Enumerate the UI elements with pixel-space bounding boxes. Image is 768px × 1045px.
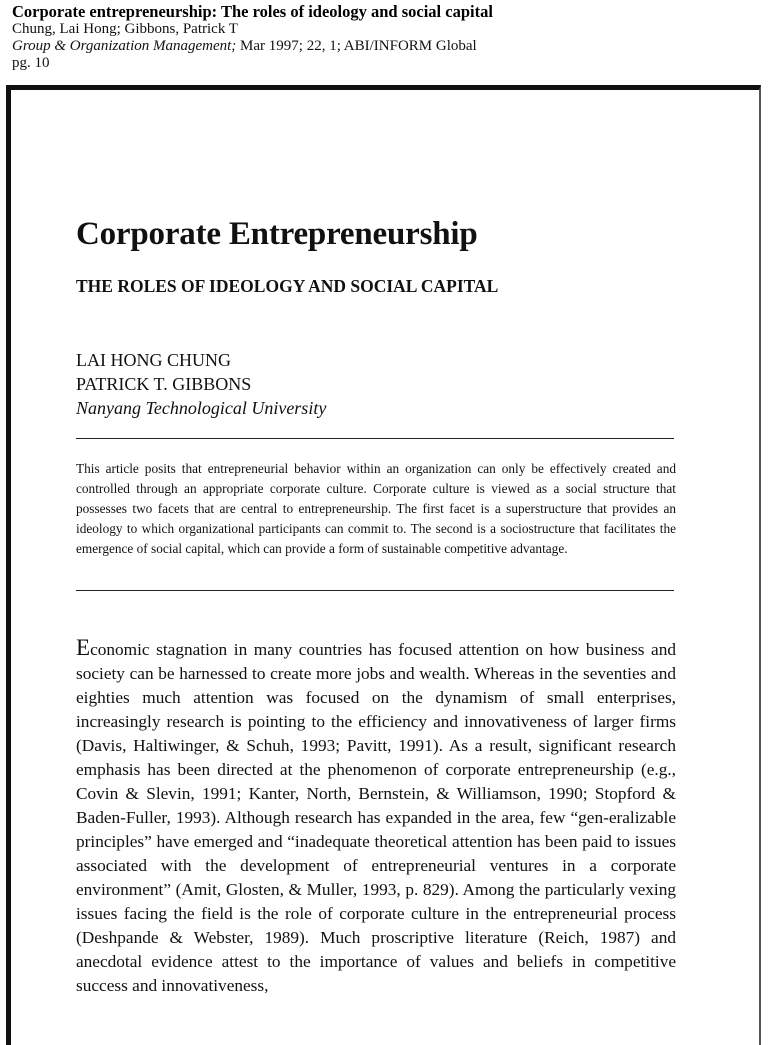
author-name: LAI HONG CHUNG (76, 350, 231, 370)
author-block (76, 348, 326, 420)
body-paragraph (76, 636, 676, 998)
abstract: This article posits that entrepreneurial behavior within an organization can only be effectively created and controlled through an appropriate corporate culture. Corporate culture is viewed as a social structure that possesses two facets that are central to entrepreneurship. The first facet is a superstructure that provides an ideology to which organizational participants can commit to. The second is a sociostructure that facilitates the emergence of social capital, which can provide a form of sustainable competitive advantage. (76, 461, 676, 556)
divider-bottom (76, 590, 674, 591)
scanned-page (6, 85, 761, 1045)
body-paragraph-text: conomic stagnation in many countries has focused attention on how business and society can be harnessed to create more jobs and wealth. Whereas in the seventies and eighties much attention was focused on the dynamism of small enterprises, increasingly research is pointing to the efficiency and innovativeness of larger firms (Davis, Haltiwinger, & Schuh, 1993; Pavitt, 1991). As a result, significant research emphasis has been directed at the phenomenon of corporate entrepreneurship (e.g., Covin & Slevin, 1991; Kanter, North, Bernstein, & Williamson, 1990; Stopford & Baden-Fuller, 1993). Although research has expanded in the area, few “gen-eralizable principles” have emerged and “inadequate theoretical attention has been paid to issues associated with the development of entrepreneurial ventures in a corporate environment” (Amit, Glosten, & Muller, 1993, p. 829). Among the particularly vexing issues facing the field is the role of corporate culture in the entrepreneurial process (Deshpande & Webster, 1989). Much proscriptive literature (Reich, 1987) and anecdotal evidence attest to the importance of values and beliefs in competitive success and innovativeness, (76, 640, 676, 995)
header-journal: Group & Organization Management; (12, 38, 237, 54)
author-affiliation: Nanyang Technological University (76, 398, 327, 418)
header-source (12, 38, 752, 55)
divider-top (76, 438, 674, 439)
header-page: pg. 10 (12, 55, 50, 71)
drop-cap: E (76, 635, 91, 660)
citation-header (12, 2, 752, 72)
article-subtitle: THE ROLES OF IDEOLOGY AND SOCIAL CAPITAL (76, 276, 499, 296)
header-title: Corporate entrepreneurship: The roles of ideology and social capital (12, 2, 493, 21)
header-citation: Mar 1997; 22, 1; ABI/INFORM Global (236, 38, 477, 54)
author-name: PATRICK T. GIBBONS (76, 374, 252, 394)
article-title: Corporate Entrepreneurship (76, 216, 478, 252)
header-authors: Chung, Lai Hong; Gibbons, Patrick T (12, 21, 238, 37)
